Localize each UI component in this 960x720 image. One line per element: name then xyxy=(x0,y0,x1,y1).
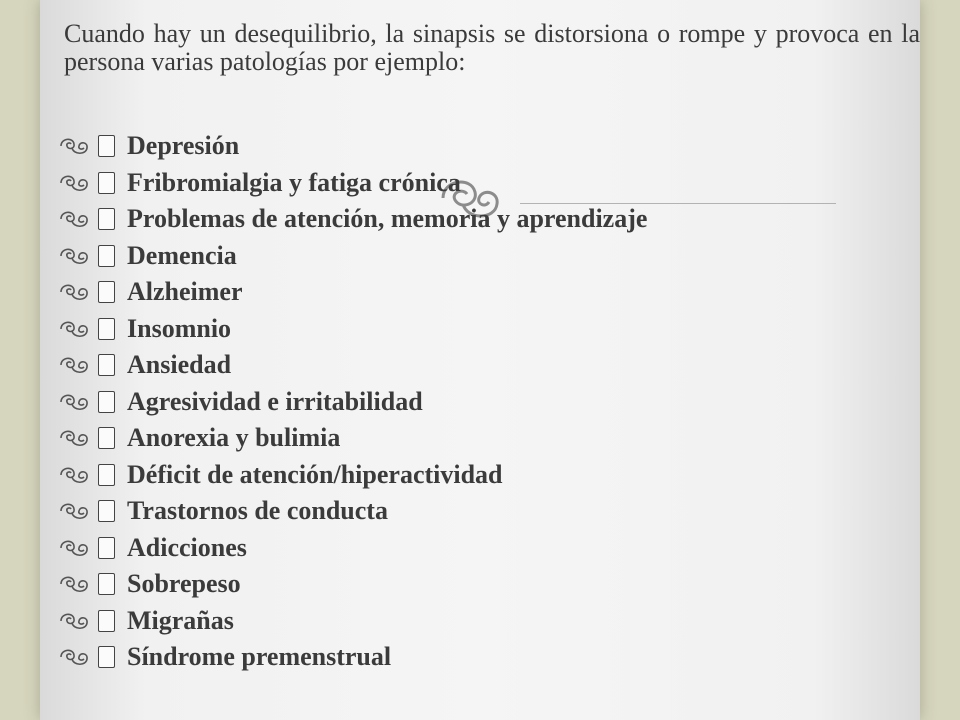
missing-glyph-icon xyxy=(98,354,115,376)
swirl-bullet-icon xyxy=(58,207,98,231)
swirl-bullet-icon xyxy=(58,572,98,596)
list-item xyxy=(58,201,647,238)
swirl-bullet-icon xyxy=(58,317,98,341)
missing-glyph-icon xyxy=(98,245,115,267)
list-item xyxy=(58,238,647,275)
list-item-label: Anorexia y bulimia xyxy=(127,423,341,453)
list-item-label: Ansiedad xyxy=(127,350,232,380)
swirl-bullet-icon xyxy=(58,463,98,487)
list-item-label: Alzheimer xyxy=(127,277,243,307)
list-item-label: Fribromialgia y fatiga crónica xyxy=(127,167,461,197)
missing-glyph-icon xyxy=(98,208,115,230)
list-item xyxy=(58,165,647,202)
list-item-label: Agresividad e irritabilidad xyxy=(127,386,423,416)
swirl-bullet-icon xyxy=(58,390,98,414)
intro-paragraph: Cuando hay un desequilibrio, la sinapsis se distorsiona o rompe y provoca en la persona varias patologías por ejemplo: xyxy=(64,19,920,76)
list-item-label: Síndrome premenstrual xyxy=(127,642,392,672)
swirl-bullet-icon xyxy=(58,426,98,450)
swirl-bullet-icon xyxy=(58,244,98,268)
list-item-label: Migrañas xyxy=(127,605,234,635)
missing-glyph-icon xyxy=(98,646,115,668)
list-item xyxy=(58,311,647,348)
list-item-label: Sobrepeso xyxy=(127,569,241,599)
swirl-bullet-icon xyxy=(58,645,98,669)
swirl-bullet-icon xyxy=(58,609,98,633)
list-item xyxy=(58,566,647,603)
list-item-label: Déficit de atención/hiperactividad xyxy=(127,459,503,489)
list-item xyxy=(58,347,647,384)
swirl-bullet-icon xyxy=(58,171,98,195)
missing-glyph-icon xyxy=(98,391,115,413)
list-item xyxy=(58,603,647,640)
list-item xyxy=(58,457,647,494)
list-item-label: Trastornos de conducta xyxy=(127,496,388,526)
list-item xyxy=(58,493,647,530)
missing-glyph-icon xyxy=(98,610,115,632)
missing-glyph-icon xyxy=(98,573,115,595)
swirl-bullet-icon xyxy=(58,280,98,304)
list-item-label: Depresión xyxy=(127,131,240,161)
list-item xyxy=(58,530,647,567)
list-item xyxy=(58,384,647,421)
swirl-bullet-icon xyxy=(58,536,98,560)
list-item-label: Insomnio xyxy=(127,313,232,343)
missing-glyph-icon xyxy=(98,464,115,486)
swirl-bullet-icon xyxy=(58,499,98,523)
missing-glyph-icon xyxy=(98,281,115,303)
pathology-list xyxy=(58,128,647,676)
missing-glyph-icon xyxy=(98,537,115,559)
swirl-bullet-icon xyxy=(58,353,98,377)
list-item-label: Adicciones xyxy=(127,532,247,562)
list-item xyxy=(58,128,647,165)
missing-glyph-icon xyxy=(98,318,115,340)
list-item xyxy=(58,639,647,676)
swirl-bullet-icon xyxy=(58,134,98,158)
missing-glyph-icon xyxy=(98,500,115,522)
list-item-label: Demencia xyxy=(127,240,237,270)
list-item xyxy=(58,274,647,311)
missing-glyph-icon xyxy=(98,172,115,194)
list-item-label: Problemas de atención, memoria y aprendizaje xyxy=(127,204,648,234)
list-item xyxy=(58,420,647,457)
missing-glyph-icon xyxy=(98,427,115,449)
missing-glyph-icon xyxy=(98,135,115,157)
